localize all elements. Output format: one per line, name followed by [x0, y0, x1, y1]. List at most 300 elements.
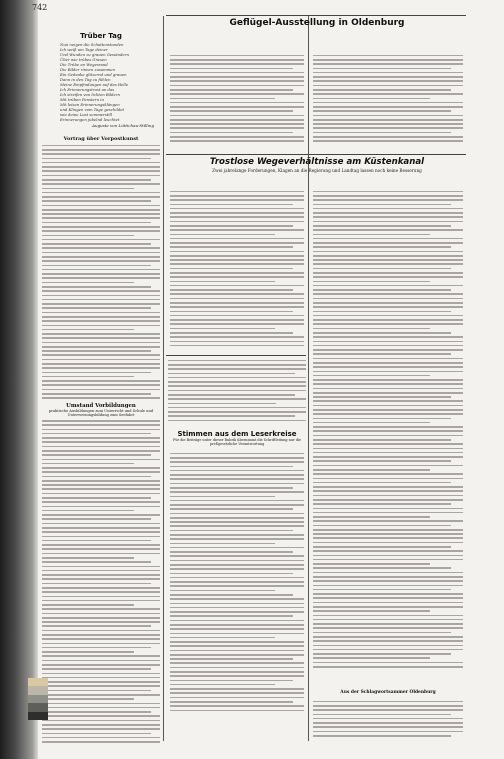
text-line — [313, 306, 463, 308]
text-line — [42, 617, 160, 619]
text-line — [168, 398, 306, 400]
text-line — [313, 204, 451, 206]
text-line — [313, 503, 451, 505]
text-line — [313, 482, 451, 484]
column-rule-right — [308, 16, 309, 741]
text-line — [313, 627, 463, 629]
text-line — [170, 242, 304, 244]
text-line — [168, 368, 306, 370]
text-line — [170, 491, 304, 493]
text-line — [313, 302, 463, 304]
text-line — [42, 463, 134, 465]
feature-header — [168, 157, 466, 173]
text-line — [313, 225, 451, 227]
text-line — [313, 516, 430, 518]
text-line — [42, 660, 160, 662]
text-line — [42, 333, 160, 335]
text-line — [170, 102, 304, 104]
text-line — [42, 587, 160, 589]
text-line — [42, 149, 160, 151]
text-line — [313, 718, 463, 720]
text-line — [42, 183, 160, 185]
text-line — [313, 537, 463, 539]
text-line — [42, 226, 160, 228]
text-line — [170, 259, 304, 261]
text-line — [170, 289, 293, 291]
text-line — [170, 487, 293, 489]
text-line — [313, 602, 463, 604]
text-line — [42, 252, 160, 254]
text-line — [170, 697, 304, 699]
text-line — [42, 724, 160, 726]
body-text-block — [170, 191, 304, 347]
text-line — [170, 650, 304, 652]
text-line — [313, 478, 463, 480]
text-line — [313, 392, 463, 394]
text-line — [313, 289, 451, 291]
text-line — [170, 500, 304, 502]
text-line — [313, 701, 463, 703]
text-line — [313, 293, 463, 295]
text-line — [42, 578, 160, 580]
text-line — [313, 396, 451, 398]
text-line — [42, 638, 160, 640]
text-line — [42, 265, 151, 267]
text-line — [170, 662, 304, 664]
text-line — [313, 136, 463, 138]
body-text-block — [313, 191, 463, 668]
text-line — [313, 341, 463, 343]
text-line — [313, 714, 451, 716]
text-line — [170, 212, 304, 214]
text-line — [313, 709, 463, 711]
text-line — [170, 628, 304, 630]
feature-subtitle: Zwei jahrelange Forderungen, Klagen an die Regierung und Landtag lassen noch keine Besserung — [212, 168, 422, 173]
text-line — [42, 488, 160, 490]
text-line — [313, 55, 463, 57]
text-line — [170, 323, 304, 325]
text-line — [42, 179, 151, 181]
text-line — [42, 715, 160, 717]
text-line — [42, 372, 151, 374]
text-line — [170, 538, 304, 540]
text-line — [42, 153, 160, 155]
letters-body — [170, 450, 304, 720]
text-line — [313, 640, 463, 642]
text-line — [42, 604, 134, 606]
text-line — [42, 690, 151, 692]
text-line — [313, 490, 463, 492]
text-line — [42, 634, 160, 636]
text-line — [313, 132, 451, 134]
text-line — [170, 577, 304, 579]
section-title: Umstand Vorbildungen — [66, 402, 136, 409]
poem-line: Ich Erinnerungstrost an das — [60, 87, 115, 92]
text-line — [42, 260, 160, 262]
text-line — [170, 568, 304, 570]
text-line — [313, 336, 463, 338]
text-line — [42, 162, 160, 164]
text-line — [170, 332, 293, 334]
text-line — [42, 247, 160, 249]
text-line — [42, 467, 160, 469]
text-line — [170, 633, 304, 635]
body-text-block — [168, 360, 306, 422]
text-line — [42, 205, 160, 207]
poem-line: Ein Gedanke glitzernd und grauen — [60, 72, 127, 77]
text-line — [42, 673, 160, 675]
text-line — [168, 377, 306, 379]
text-line — [313, 559, 463, 561]
text-line — [170, 701, 293, 703]
text-line — [42, 329, 134, 331]
text-line — [313, 285, 463, 287]
text-line — [313, 443, 463, 445]
divider-rule — [166, 355, 306, 356]
text-line — [170, 615, 293, 617]
text-line — [313, 486, 463, 488]
text-line — [313, 251, 463, 253]
text-line — [42, 454, 151, 456]
text-line — [313, 76, 463, 78]
text-line — [42, 269, 160, 271]
body-text-block — [42, 145, 160, 399]
text-line — [42, 484, 160, 486]
text-line — [170, 298, 304, 300]
poem-line: Die Trübe an Wegesrand — [60, 62, 108, 67]
body-text-block — [313, 701, 463, 737]
text-line — [42, 677, 160, 679]
book-gutter-shadow — [0, 0, 38, 759]
text-line — [42, 376, 134, 378]
poem-line: Mit trüben Fenstern in — [60, 97, 104, 102]
text-line — [313, 413, 463, 415]
text-line — [313, 89, 451, 91]
text-line — [313, 722, 463, 724]
text-line — [313, 610, 430, 612]
text-line — [313, 572, 463, 574]
text-line — [313, 110, 451, 112]
column-rule-left — [163, 16, 164, 741]
poem-title: Trüber Tag — [80, 32, 122, 40]
text-line — [313, 550, 463, 552]
text-line — [170, 251, 304, 253]
text-line — [313, 439, 451, 441]
feature-title: Trostlose Wegeverhältnisse am Küstenkanal — [209, 157, 425, 167]
text-line — [42, 243, 151, 245]
text-line — [313, 619, 463, 621]
section-subtitle: praktische Ausbildungen zum Unterricht und Schule und Unterweisungsbildung zum Seefahrt — [48, 408, 154, 418]
text-line — [170, 195, 304, 197]
text-line — [42, 643, 160, 645]
text-line — [42, 145, 160, 147]
text-line — [313, 520, 463, 522]
text-line — [170, 119, 304, 121]
text-line — [313, 68, 451, 70]
poem-line: Dann in den Tag zu fühlen — [60, 77, 111, 82]
text-line — [313, 525, 451, 527]
text-line — [313, 508, 463, 510]
text-line — [313, 375, 430, 377]
text-line — [170, 483, 304, 485]
text-line — [313, 383, 463, 385]
text-line — [42, 523, 160, 525]
text-line — [168, 390, 306, 392]
text-line — [168, 385, 306, 387]
text-line — [170, 654, 304, 656]
text-line — [42, 290, 160, 292]
text-line — [313, 212, 463, 214]
text-line — [170, 478, 304, 480]
text-line — [170, 246, 293, 248]
text-line — [313, 59, 463, 61]
text-line — [168, 394, 295, 396]
text-line — [170, 302, 304, 304]
text-line — [170, 645, 304, 647]
text-line — [170, 315, 304, 317]
text-line — [313, 98, 430, 100]
text-line — [313, 208, 463, 210]
text-line — [42, 497, 151, 499]
text-line — [313, 473, 463, 475]
text-line — [42, 420, 160, 422]
text-line — [313, 140, 463, 142]
text-line — [170, 547, 304, 549]
text-line — [170, 594, 293, 596]
text-line — [170, 89, 293, 91]
text-line — [170, 453, 304, 455]
poem-line: Erinnerungen jubelnd leuchtet — [60, 117, 120, 122]
text-line — [42, 230, 160, 232]
text-line — [42, 170, 160, 172]
text-line — [170, 225, 293, 227]
text-line — [42, 316, 160, 318]
text-line — [313, 127, 463, 129]
text-line — [42, 424, 160, 426]
poem-line: Und Wunden zu grauen Gewändern — [60, 52, 129, 57]
text-line — [170, 59, 304, 61]
poem-line: Über wie trübes Grauen — [60, 57, 107, 62]
text-line — [170, 319, 304, 321]
text-line — [313, 418, 451, 420]
text-line — [313, 542, 463, 544]
text-line — [313, 409, 463, 411]
text-line — [42, 217, 160, 219]
article-col-1 — [170, 52, 304, 152]
text-line — [170, 641, 304, 643]
text-line — [170, 72, 304, 74]
text-line — [313, 529, 463, 531]
text-line — [313, 195, 463, 197]
article-col-2 — [313, 52, 463, 152]
text-line — [42, 213, 160, 215]
text-line — [313, 263, 463, 265]
poem-line: Ich weiß um Tage deiner — [60, 47, 108, 52]
text-line — [313, 469, 430, 471]
text-line — [170, 293, 304, 295]
text-line — [42, 711, 151, 713]
text-line — [313, 319, 463, 321]
text-line — [42, 320, 160, 322]
text-line — [42, 733, 151, 735]
text-line — [313, 259, 463, 261]
text-line — [313, 102, 463, 104]
text-line — [42, 707, 160, 709]
text-line — [42, 192, 160, 194]
body-text-block — [170, 55, 304, 142]
text-line — [42, 196, 160, 198]
section-title: Aus der Schlagwortsammer Oldenburg — [340, 690, 436, 695]
text-line — [313, 298, 463, 300]
text-line — [313, 281, 430, 283]
text-line — [170, 255, 304, 257]
text-line — [170, 306, 304, 308]
letters-title: Stimmen aus dem Leserkreise — [177, 430, 297, 438]
text-line — [42, 175, 160, 177]
text-line — [42, 367, 160, 369]
text-line — [170, 564, 304, 566]
text-line — [170, 140, 304, 142]
right-section-body — [313, 698, 463, 738]
text-line — [170, 106, 304, 108]
text-line — [42, 222, 151, 224]
text-line — [313, 63, 463, 65]
text-line — [313, 115, 463, 117]
text-line — [42, 380, 160, 382]
text-line — [42, 433, 151, 435]
text-line — [313, 276, 463, 278]
text-line — [170, 461, 304, 463]
text-line — [313, 585, 463, 587]
text-line — [170, 110, 293, 112]
color-calibration-strip — [28, 678, 48, 720]
text-line — [170, 543, 275, 545]
text-line — [42, 437, 160, 439]
text-line — [313, 119, 463, 121]
text-line — [313, 589, 451, 591]
text-line — [170, 80, 304, 82]
text-line — [170, 272, 304, 274]
text-line — [170, 85, 304, 87]
text-line — [42, 209, 160, 211]
text-line — [42, 553, 160, 555]
text-line — [170, 504, 304, 506]
text-line — [42, 514, 160, 516]
text-line — [42, 608, 160, 610]
section-title: Vortrag über Vorpostkunst — [63, 136, 139, 142]
text-line — [170, 216, 304, 218]
text-line — [170, 675, 304, 677]
text-line — [313, 371, 463, 373]
newspaper-page — [32, 0, 504, 759]
text-line — [313, 632, 451, 634]
poem-line: Nun neigen die Schattenstunden — [60, 42, 124, 47]
text-line — [170, 336, 304, 338]
text-line — [313, 255, 463, 257]
text-line — [42, 393, 151, 395]
text-line — [42, 566, 160, 568]
text-line — [42, 312, 160, 314]
text-line — [42, 256, 160, 258]
text-line — [313, 645, 463, 647]
text-line — [170, 238, 304, 240]
text-line — [313, 246, 451, 248]
text-line — [313, 495, 463, 497]
text-line — [313, 422, 430, 424]
text-line — [170, 517, 304, 519]
text-line — [170, 127, 304, 129]
text-line — [42, 621, 160, 623]
text-line — [170, 607, 304, 609]
text-line — [313, 426, 463, 428]
text-line — [42, 346, 160, 348]
text-line — [313, 460, 451, 462]
text-line — [42, 239, 160, 241]
text-line — [170, 466, 293, 468]
text-line — [168, 373, 295, 375]
text-line — [42, 561, 151, 563]
text-line — [42, 720, 160, 722]
text-line — [170, 457, 304, 459]
poem-line: wie deine Lust sommerstill — [60, 112, 112, 117]
text-line — [170, 684, 275, 686]
text-line — [313, 349, 463, 351]
right-section-header — [313, 690, 463, 695]
text-line — [313, 456, 463, 458]
text-line — [170, 93, 304, 95]
text-line — [170, 555, 304, 557]
text-line — [42, 389, 160, 391]
divider-rule — [166, 154, 466, 155]
text-line — [170, 311, 293, 313]
text-line — [170, 208, 304, 210]
text-line — [42, 459, 160, 461]
text-line — [313, 606, 463, 608]
text-line — [313, 191, 463, 193]
text-line — [313, 80, 463, 82]
text-line — [170, 55, 304, 57]
text-line — [42, 600, 160, 602]
text-line — [170, 234, 275, 236]
text-line — [313, 636, 463, 638]
text-line — [313, 563, 430, 565]
text-line — [42, 664, 160, 666]
left-column — [42, 14, 160, 743]
text-line — [168, 360, 306, 362]
feature-col-2 — [313, 188, 463, 688]
text-line — [42, 655, 160, 657]
text-line — [168, 381, 306, 383]
text-line — [170, 611, 304, 613]
text-line — [42, 681, 160, 683]
text-line — [42, 540, 151, 542]
text-line — [170, 276, 304, 278]
text-line — [42, 476, 151, 478]
text-line — [313, 465, 463, 467]
text-line — [170, 513, 304, 515]
text-line — [170, 191, 304, 193]
text-line — [42, 737, 160, 739]
text-line — [168, 407, 306, 409]
feature-col-1 — [170, 188, 304, 353]
text-line — [42, 501, 160, 503]
body-text-block — [170, 453, 304, 711]
text-line — [42, 307, 151, 309]
text-line — [42, 350, 151, 352]
text-line — [42, 325, 160, 327]
text-line — [170, 123, 304, 125]
text-line — [313, 533, 463, 535]
